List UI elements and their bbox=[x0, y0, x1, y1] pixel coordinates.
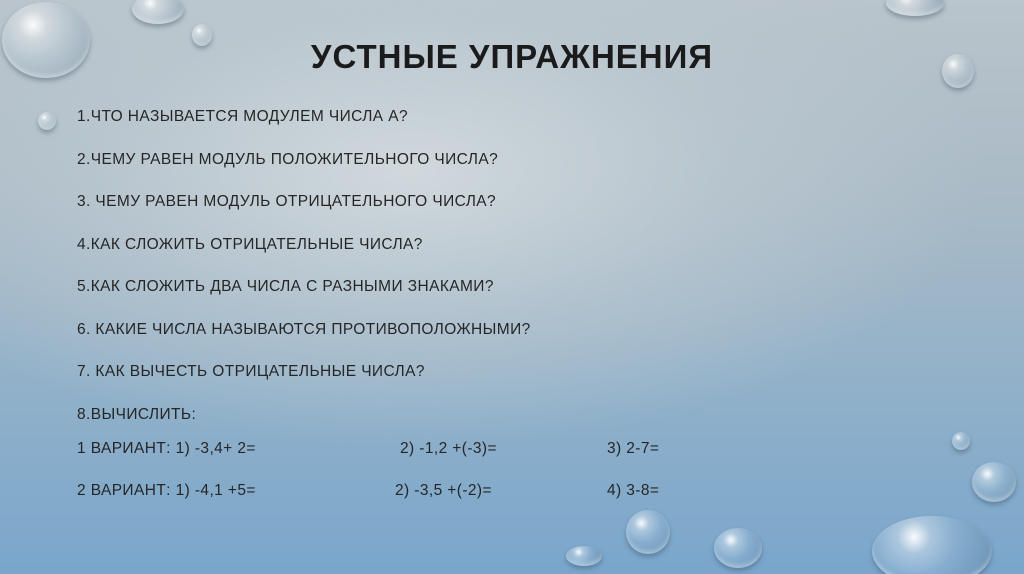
variant-2-task-1: 2 ВАРИАНТ: 1) -4,1 +5= bbox=[77, 482, 256, 499]
question-list bbox=[77, 102, 531, 442]
question-item: 7. КАК ВЫЧЕСТЬ ОТРИЦАТЕЛЬНЫЕ ЧИСЛА? bbox=[77, 363, 425, 380]
water-drop bbox=[872, 516, 992, 574]
water-drop bbox=[886, 0, 944, 16]
water-drop bbox=[626, 510, 670, 554]
variant-1-task-2: 2) -1,2 +(-3)= bbox=[400, 440, 497, 457]
question-item: 4.КАК СЛОЖИТЬ ОТРИЦАТЕЛЬНЫЕ ЧИСЛА? bbox=[77, 235, 423, 253]
question-item: 6. КАКИЕ ЧИСЛА НАЗЫВАЮТСЯ ПРОТИВОПОЛОЖНЫМИ? bbox=[77, 320, 531, 338]
question-item: 2.ЧЕМУ РАВЕН МОДУЛЬ ПОЛОЖИТЕЛЬНОГО ЧИСЛА? bbox=[77, 150, 499, 168]
question-item: 1.ЧТО НАЗЫВАЕТСЯ МОДУЛЕМ ЧИСЛА А? bbox=[77, 108, 408, 125]
water-drop bbox=[972, 462, 1016, 502]
question-item: 3. ЧЕМУ РАВЕН МОДУЛЬ ОТРИЦАТЕЛЬНОГО ЧИСЛА? bbox=[77, 193, 497, 210]
water-drop bbox=[566, 546, 602, 566]
question-item: 5.КАК СЛОЖИТЬ ДВА ЧИСЛА С РАЗНЫМИ ЗНАКАМИ? bbox=[77, 278, 494, 295]
variant-2-task-3: 4) 3-8= bbox=[607, 482, 660, 499]
slide-title: УСТНЫЕ УПРАЖНЕНИЯ bbox=[310, 38, 714, 75]
variant-1-task-1: 1 ВАРИАНТ: 1) -3,4+ 2= bbox=[77, 440, 256, 457]
variant-2-task-2: 2) -3,5 +(-2)= bbox=[395, 482, 492, 499]
water-drop bbox=[952, 432, 970, 450]
water-drop bbox=[132, 0, 184, 24]
variant-1-task-3: 3) 2-7= bbox=[607, 440, 660, 457]
water-drop bbox=[38, 112, 56, 130]
water-drop bbox=[714, 528, 762, 568]
question-item: 8.ВЫЧИСЛИТЬ: bbox=[77, 405, 197, 423]
